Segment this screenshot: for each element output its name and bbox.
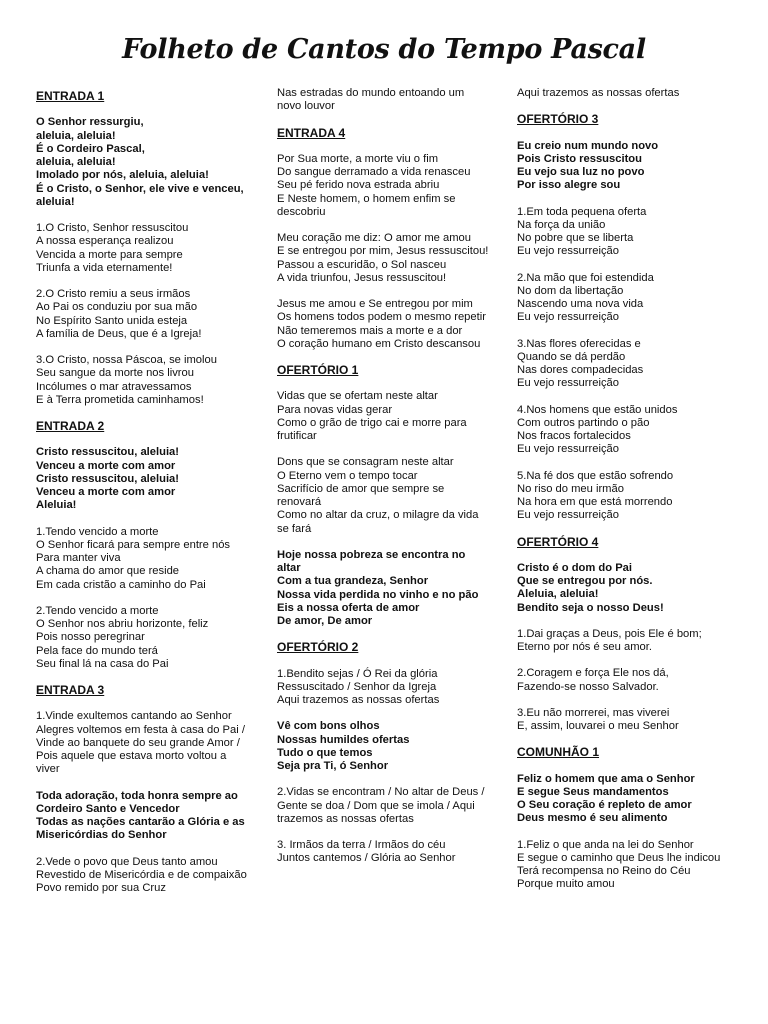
- lyric-line: Tudo o que temos: [277, 746, 373, 759]
- chorus-block: [517, 773, 737, 826]
- lyric-line: E segue o caminho que Deus lhe indicou: [517, 851, 721, 864]
- lyric-line: Por isso alegre sou: [517, 179, 621, 192]
- song-section: [36, 420, 248, 671]
- lyric-line: Porque muito amou: [517, 878, 615, 891]
- verse-block: [517, 707, 737, 734]
- lyric-line: 1.Em toda pequena oferta: [517, 205, 647, 218]
- verse-block: [36, 526, 248, 592]
- verse-block: [517, 470, 737, 523]
- lyric-line: Na força da união: [517, 218, 606, 231]
- lyric-line: Quando se dá perdão: [517, 350, 626, 363]
- lyric-line: A família de Deus, que é a Igreja!: [36, 327, 202, 340]
- lyric-line: Cristo é o dom do Pai: [517, 561, 632, 574]
- lyric-line: Imolado por nós, aleluia, aleluia!: [36, 169, 209, 182]
- lyric-line: 4.Nos homens que estão unidos: [517, 403, 678, 416]
- verse-block: [277, 87, 489, 114]
- chorus-block: [277, 720, 489, 773]
- page-title: Folheto de Cantos do Tempo Pascal: [122, 34, 646, 65]
- verse-block: [517, 338, 737, 391]
- lyric-line: A vida triunfou, Jesus ressuscitou!: [277, 271, 447, 284]
- column-2: [277, 87, 489, 866]
- lyric-line: E segue Seus mandamentos: [517, 785, 669, 798]
- lyric-line: Feliz o homem que ama o Senhor: [517, 772, 695, 785]
- lyric-line: 1.O Cristo, Senhor ressuscitou: [36, 222, 189, 234]
- column-1: [36, 90, 248, 895]
- lyric-line: E, assim, louvarei o meu Senhor: [517, 720, 679, 732]
- lyric-line: É o Cordeiro Pascal,: [36, 142, 145, 155]
- chorus-block: [36, 790, 248, 843]
- verse-block: [277, 668, 489, 708]
- lyric-line: Povo remido por sua Cruz: [36, 882, 166, 894]
- lyric-line: Eu vejo ressurreição: [517, 443, 619, 456]
- lyric-line: Por Sua morte, a morte viu o fim: [277, 152, 439, 165]
- lyric-line: Meu coração me diz: O amor me amou: [277, 232, 471, 244]
- lyric-line: Para manter viva: [36, 552, 121, 564]
- lyric-line: No dom da libertação: [517, 284, 624, 297]
- lyric-line: Que se entregou por nós.: [517, 575, 653, 587]
- lyric-line: Todas as nações cantarão a Glória e as Misericórdias do Senhor: [36, 816, 245, 842]
- lyric-line: Eu creio num mundo novo: [517, 139, 659, 152]
- song-section: [517, 536, 737, 734]
- chorus-block: [36, 446, 248, 512]
- lyric-line: 2.O Cristo remiu a seus irmãos: [36, 288, 191, 300]
- lyric-line: 3.O Cristo, nossa Páscoa, se imolou: [36, 354, 217, 366]
- lyric-line: Com a tua grandeza, Senhor: [277, 575, 429, 588]
- lyric-line: Eis a nossa oferta de amor: [277, 601, 420, 614]
- lyric-line: Nossas humildes ofertas: [277, 733, 410, 746]
- lyric-line: aleluia, aleluia!: [36, 129, 116, 142]
- song-section: [36, 90, 248, 407]
- lyric-line: Deus mesmo é seu alimento: [517, 812, 668, 825]
- lyric-line: Alegres voltemos em festa à casa do Pai / Vinde ao banquete do seu grande Amor / Pois aquele que estava morto voltou a viver: [36, 723, 245, 776]
- song-section: [277, 87, 489, 114]
- lyric-line: 1.Dai graças a Deus, pois Ele é bom;: [517, 627, 702, 640]
- lyric-line: Aleluia, aleluia!: [517, 588, 599, 601]
- lyric-line: Terá recompensa no Reino do Céu: [517, 865, 691, 877]
- lyric-line: O coração humano em Cristo descansou: [277, 337, 481, 350]
- song-heading: OFERTÓRIO 1: [277, 363, 359, 377]
- lyric-line: 1.Feliz o que anda na lei do Senhor: [517, 838, 694, 851]
- lyric-line: 1.Bendito sejas / Ó Rei da glória: [277, 667, 438, 680]
- lyric-line: Cristo ressuscitou, aleluia!: [36, 446, 179, 459]
- lyric-line: Eu vejo ressurreição: [517, 311, 619, 324]
- verse-block: [517, 206, 737, 259]
- lyric-line: Passou a escuridão, o Sol nasceu: [277, 258, 447, 271]
- lyric-line: Incólumes o mar atravessamos: [36, 380, 192, 393]
- song-heading: OFERTÓRIO 3: [517, 112, 599, 127]
- song-heading: OFERTÓRIO 2: [277, 640, 359, 655]
- verse-block: [517, 839, 737, 892]
- lyric-line: Eterno por nós é seu amor.: [517, 641, 652, 653]
- lyric-line: Nas dores compadecidas: [517, 364, 644, 376]
- lyric-line: Na hora em que está morrendo: [517, 496, 673, 508]
- lyric-line: Jesus me amou e Se entregou por mim: [277, 298, 473, 310]
- lyric-line: No riso do meu irmão: [517, 482, 624, 495]
- lyric-line: Pois Cristo ressuscitou: [517, 152, 642, 165]
- verse-block: [277, 839, 489, 866]
- lyric-line: Ressuscitado / Senhor da Igreja: [277, 680, 437, 693]
- lyric-line: Venceu a morte com amor: [36, 459, 176, 472]
- song-section: [517, 746, 737, 891]
- lyric-line: No pobre que se liberta: [517, 232, 634, 244]
- lyric-line: Em cada cristão a caminho do Pai: [36, 578, 206, 591]
- lyric-line: Vidas que se ofertam neste altar: [277, 390, 438, 403]
- lyric-line: Seja pra Ti, ó Senhor: [277, 760, 389, 772]
- song-heading: ENTRADA 4: [277, 125, 346, 140]
- verse-block: [517, 87, 737, 100]
- lyric-line: Toda adoração, toda honra sempre ao Cordeiro Santo e Vencedor: [36, 789, 238, 815]
- verse-block: [36, 856, 248, 896]
- verse-block: [36, 288, 248, 341]
- lyric-line: A chama do amor que reside: [36, 565, 180, 578]
- song-section: [277, 364, 489, 628]
- lyric-line: Aqui trazemos as nossas ofertas: [277, 694, 440, 706]
- lyric-line: Seu final lá na casa do Pai: [36, 657, 169, 670]
- lyric-line: aleluia, aleluia!: [36, 156, 116, 168]
- lyric-line: Revestido de Misericórdia e de compaixão: [36, 868, 247, 881]
- song-heading: ENTRADA 3: [36, 683, 105, 697]
- lyric-line: Como o grão de trigo cai e morre para frutificar: [277, 416, 467, 442]
- chorus-block: [36, 116, 248, 209]
- lyric-line: 3.Eu não morrerei, mas viverei: [517, 706, 670, 719]
- lyric-line: Triunfa a vida eternamente!: [36, 261, 173, 274]
- lyric-line: Eu vejo ressurreição: [517, 245, 619, 258]
- song-section: [517, 87, 737, 100]
- lyric-line: O Eterno vem o tempo tocar: [277, 469, 418, 482]
- lyric-line: É o Cristo, o Senhor, ele vive e venceu, aleluia!: [36, 182, 244, 208]
- lyric-line: O Senhor nos abriu horizonte, feliz: [36, 618, 209, 630]
- lyric-line: Eu vejo ressurreição: [517, 509, 619, 522]
- verse-block: [36, 605, 248, 671]
- lyric-line: Bendito seja o nosso Deus!: [517, 601, 664, 614]
- lyric-line: 5.Na fé dos que estão sofrendo: [517, 469, 674, 482]
- verse-block: [36, 354, 248, 407]
- verse-block: [277, 786, 489, 826]
- lyric-line: E se entregou por mim, Jesus ressuscitou!: [277, 245, 489, 258]
- lyric-line: Com outros partindo o pão: [517, 416, 650, 429]
- lyric-line: 1.Tendo vencido a morte: [36, 525, 159, 538]
- song-section: [36, 684, 248, 895]
- lyric-line: 2.Coragem e força Ele nos dá,: [517, 667, 669, 680]
- lyric-line: Ao Pai os conduziu por sua mão: [36, 301, 198, 314]
- song-heading: ENTRADA 2: [36, 419, 105, 433]
- song-section: [277, 641, 489, 865]
- chorus-block: [517, 140, 737, 193]
- lyric-line: Nossa vida perdida no vinho e no pão: [277, 588, 479, 601]
- lyric-line: Seu sangue da morte nos livrou: [36, 367, 194, 380]
- lyric-line: No Espírito Santo unida esteja: [36, 314, 188, 327]
- verse-block: [36, 222, 248, 275]
- lyric-line: Vê com bons olhos: [277, 720, 380, 733]
- lyric-line: O Seu coração é repleto de amor: [517, 799, 692, 811]
- lyric-line: 2.Vede o povo que Deus tanto amou: [36, 855, 218, 868]
- lyric-line: 3. Irmãos da terra / Irmãos do céu: [277, 839, 446, 851]
- song-section: [517, 113, 737, 522]
- lyric-line: 2.Tendo vencido a morte: [36, 604, 159, 617]
- lyric-line: Cristo ressuscitou, aleluia!: [36, 472, 179, 485]
- lyric-line: Nos fracos fortalecidos: [517, 430, 631, 442]
- lyric-line: Aleluia!: [36, 499, 77, 512]
- lyric-line: Juntos cantemos / Glória ao Senhor: [277, 852, 456, 865]
- verse-block: [277, 153, 489, 219]
- lyric-line: Os homens todos podem o mesmo repetir: [277, 311, 486, 324]
- lyric-line: O Senhor ressurgiu,: [36, 116, 144, 129]
- lyric-line: Eu vejo sua luz no povo: [517, 166, 645, 178]
- lyric-line: Pois nosso peregrinar: [36, 631, 145, 644]
- column-3: [517, 87, 737, 892]
- verse-block: [36, 710, 248, 776]
- lyric-line: Nas estradas do mundo entoando um novo louvor: [277, 87, 465, 113]
- lyric-line: Hoje nossa pobreza se encontra no altar: [277, 548, 466, 574]
- lyric-line: Venceu a morte com amor: [36, 486, 176, 498]
- verse-block: [277, 456, 489, 536]
- lyric-line: Nascendo uma nova vida: [517, 298, 644, 310]
- lyric-line: O Senhor ficará para sempre entre nós: [36, 538, 231, 551]
- lyric-line: E à Terra prometida caminhamos!: [36, 393, 204, 406]
- song-heading: COMUNHÃO 1: [517, 745, 600, 760]
- lyric-line: 1.Vinde exultemos cantando ao Senhor: [36, 710, 232, 723]
- verse-block: [277, 298, 489, 351]
- lyric-line: Para novas vidas gerar: [277, 403, 393, 416]
- lyric-line: E Neste homem, o homem enfim se descobriu: [277, 192, 456, 218]
- lyric-line: 2.Na mão que foi estendida: [517, 271, 654, 284]
- verse-block: [517, 404, 737, 457]
- lyric-line: Não temeremos mais a morte e a dor: [277, 324, 463, 337]
- lyric-line: Do sangue derramado a vida renasceu: [277, 166, 471, 178]
- chorus-block: [277, 549, 489, 629]
- song-heading: ENTRADA 1: [36, 89, 105, 103]
- lyric-line: A nossa esperança realizou: [36, 235, 174, 248]
- verse-block: [517, 628, 737, 655]
- verse-block: [517, 667, 737, 694]
- verse-block: [277, 232, 489, 285]
- lyric-line: 3.Nas flores oferecidas e: [517, 337, 641, 350]
- song-section: [277, 127, 489, 352]
- lyric-line: De amor, De amor: [277, 615, 373, 627]
- verse-block: [517, 272, 737, 325]
- lyric-line: Dons que se consagram neste altar: [277, 456, 454, 469]
- lyric-line: 2.Vidas se encontram / No altar de Deus / Gente se doa / Dom que se imola / Aqui trazemos as nossas ofertas: [277, 786, 485, 825]
- lyric-line: Fazendo-se nosso Salvador.: [517, 680, 659, 693]
- verse-block: [277, 390, 489, 443]
- chorus-block: [517, 562, 737, 615]
- song-heading: OFERTÓRIO 4: [517, 534, 599, 549]
- lyric-line: Seu pé ferido nova estrada abriu: [277, 179, 440, 192]
- lyric-line: Pela face do mundo terá: [36, 644, 158, 657]
- lyric-line: Sacrifício de amor que sempre se renovará: [277, 482, 445, 508]
- lyric-line: Vencida a morte para sempre: [36, 248, 183, 261]
- lyric-line: Como no altar da cruz, o milagre da vida se fará: [277, 509, 479, 535]
- lyric-line: Aqui trazemos as nossas ofertas: [517, 87, 680, 99]
- lyric-line: Eu vejo ressurreição: [517, 377, 619, 390]
